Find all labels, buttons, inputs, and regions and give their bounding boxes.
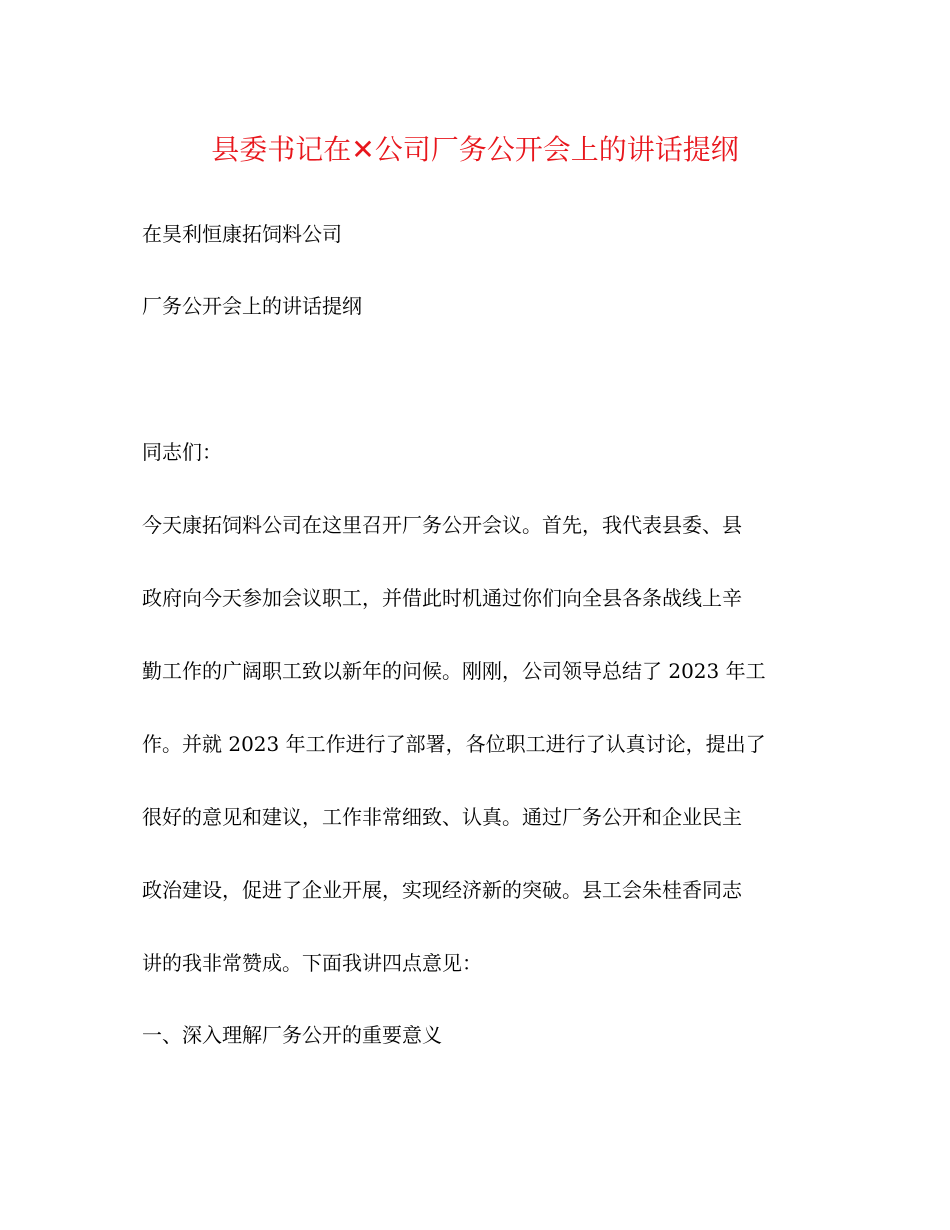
body-line-4: 作。并就 2023 年工作进行了部署，各位职工进行了认真讨论，提出了 xyxy=(142,732,766,756)
body-line-5: 很好的意见和建议，工作非常细致、认真。通过厂务公开和企业民主 xyxy=(142,805,742,829)
document-title: 县委书记在✕公司厂务公开会上的讲话提纲 xyxy=(211,133,739,166)
salutation: 同志们： xyxy=(142,440,222,464)
body-line-3: 勤工作的广阔职工致以新年的问候。刚刚，公司领导总结了 2023 年工 xyxy=(142,659,766,683)
body-line-7: 讲的我非常赞成。下面我讲四点意见： xyxy=(142,951,482,975)
subtitle-line-2: 厂务公开会上的讲话提纲 xyxy=(142,294,362,318)
body-line-6: 政治建设，促进了企业开展，实现经济新的突破。县工会朱桂香同志 xyxy=(142,878,742,902)
section-heading: 一、深入理解厂务公开的重要意义 xyxy=(142,1023,442,1047)
body-line-1: 今天康拓饲料公司在这里召开厂务公开会议。首先，我代表县委、县 xyxy=(142,513,742,537)
subtitle-line-1: 在昊利恒康拓饲料公司 xyxy=(142,222,342,246)
body-line-2: 政府向今天参加会议职工，并借此时机通过你们向全县各条战线上辛 xyxy=(142,586,742,610)
